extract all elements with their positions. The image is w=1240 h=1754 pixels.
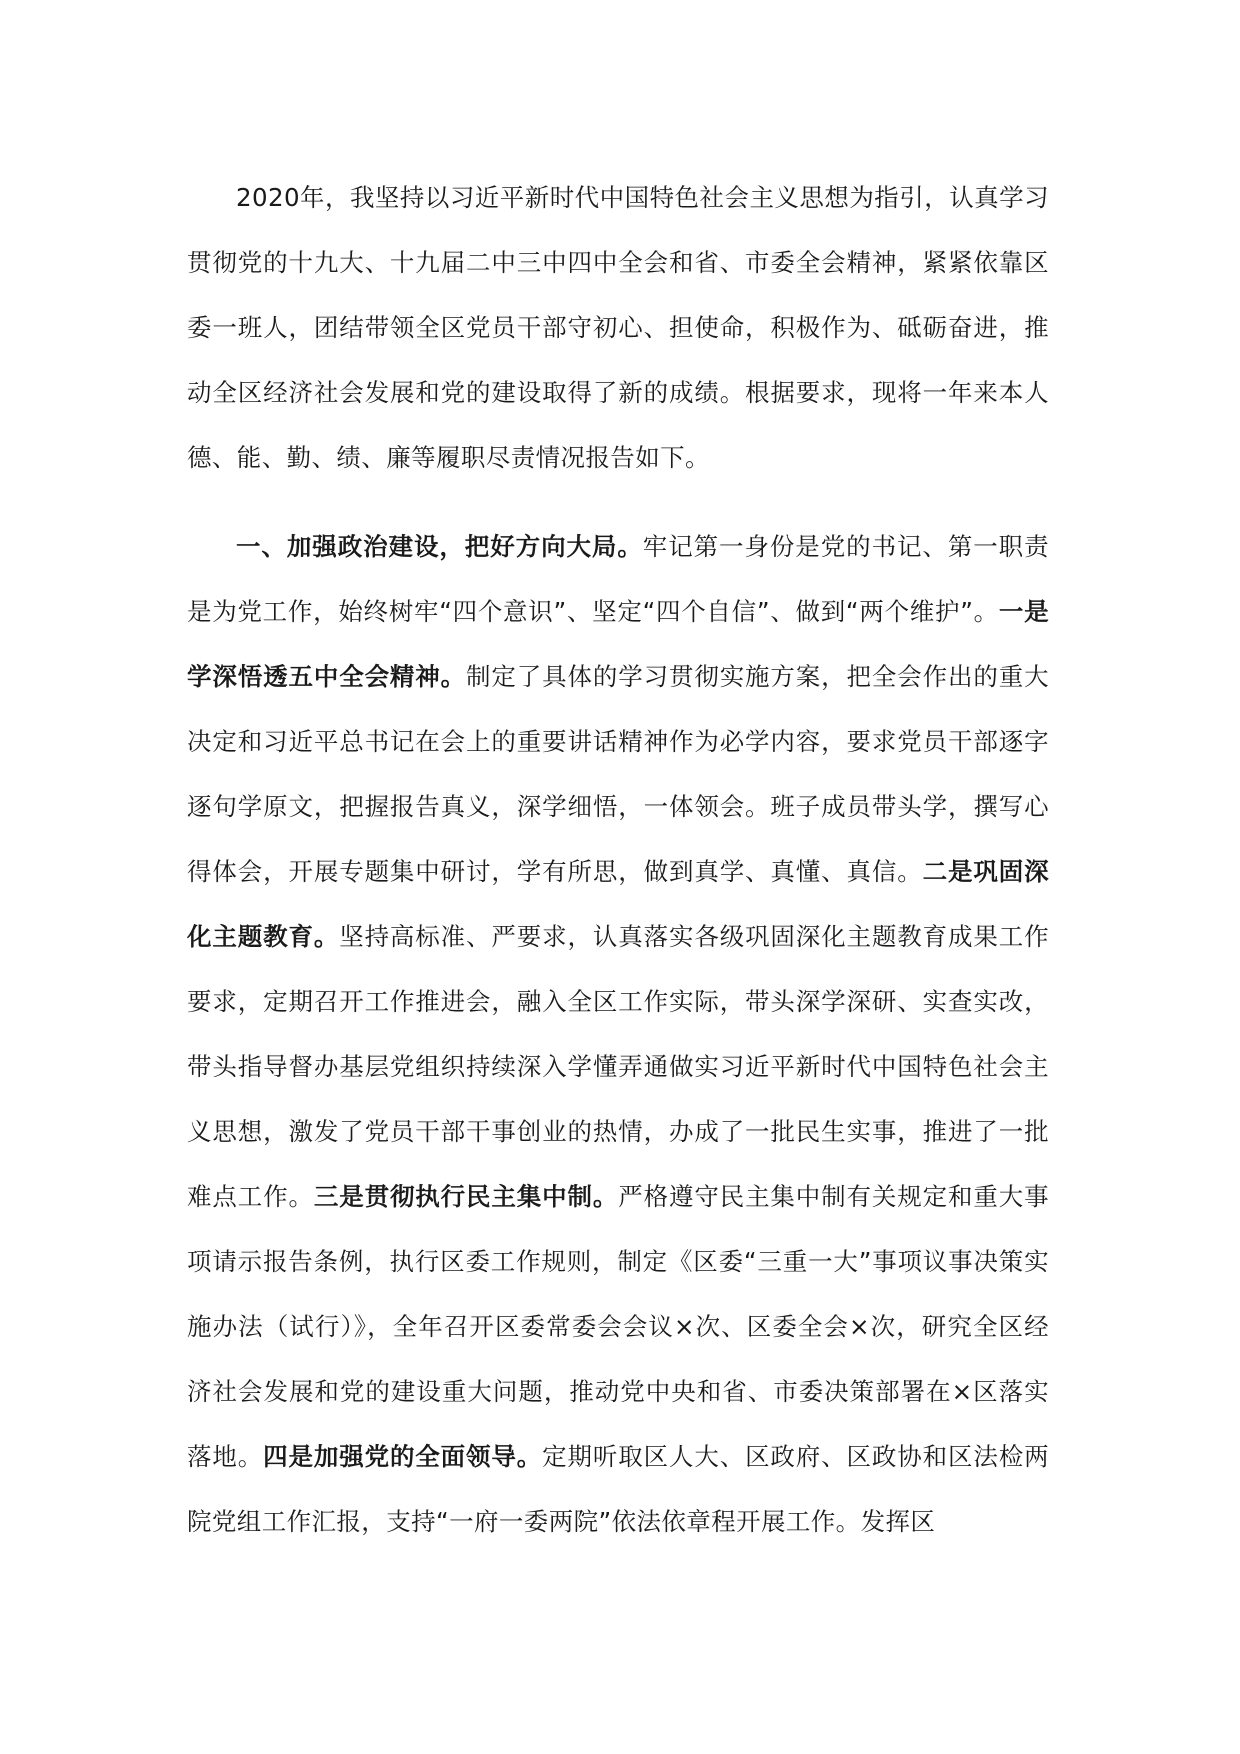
document-page <box>187 165 1049 1554</box>
section-1-intro-text: 牢记第一身份是党的书记、第一职责是为党工作，始终树牢“四个意识”、坚定“四个自信”、做到“两个维护”。 <box>187 532 1049 626</box>
point-3-text: 严格遵守民主集中制有关规定和重大事项请示报告条例，执行区委工作规则，制定《区委“三重一大”事项议事决策实施办法（试行）》，全年召开区委常委会会议×次、区委全会×次，研究全区经济社会发展和党的建设重大问题，推动党中央和省、市委决策部署在×区落实落地。 <box>187 1182 1049 1471</box>
point-4-text: 定期听取区人大、区政府、区政协和区法检两院党组工作汇报，支持“一府一委两院”依法依章程开展工作。发挥区 <box>187 1442 1049 1536</box>
section-1-paragraph <box>187 514 1049 1554</box>
point-1-text: 制定了具体的学习贯彻实施方案，把全会作出的重大决定和习近平总书记在会上的重要讲话精神作为必学内容，要求党员干部逐字逐句学原文，把握报告真义，深学细悟，一体领会。班子成员带头学，撰写心得体会，开展专题集中研讨，学有所思，做到真学、真懂、真信。 <box>187 662 1049 886</box>
intro-text: 2020年，我坚持以习近平新时代中国特色社会主义思想为指引，认真学习贯彻党的十九大、十九届二中三中四中全会和省、市委全会精神，紧紧依靠区委一班人，团结带领全区党员干部守初心、担使命，积极作为、砥砺奋进，推动全区经济社会发展和党的建设取得了新的成绩。根据要求，现将一年来本人德、能、勤、绩、廉等履职尽责情况报告如下。 <box>187 183 1049 472</box>
point-2-heading: 二是巩固深化主题教育。 <box>187 857 1049 951</box>
point-1-heading: 一是学深悟透五中全会精神。 <box>187 597 1049 691</box>
point-3-heading: 三是贯彻执行民主集中制。 <box>313 1182 619 1211</box>
point-4-heading: 四是加强党的全面领导。 <box>263 1442 543 1471</box>
intro-paragraph <box>187 165 1049 490</box>
section-1-heading: 一、加强政治建设，把好方向大局。 <box>236 532 643 561</box>
point-2-text: 坚持高标准、严要求，认真落实各级巩固深化主题教育成果工作要求，定期召开工作推进会，融入全区工作实际，带头深学深研、实查实改，带头指导督办基层党组织持续深入学懂弄通做实习近平新时代中国特色社会主义思想，激发了党员干部干事创业的热情，办成了一批民生实事，推进了一批难点工作。 <box>187 922 1049 1211</box>
